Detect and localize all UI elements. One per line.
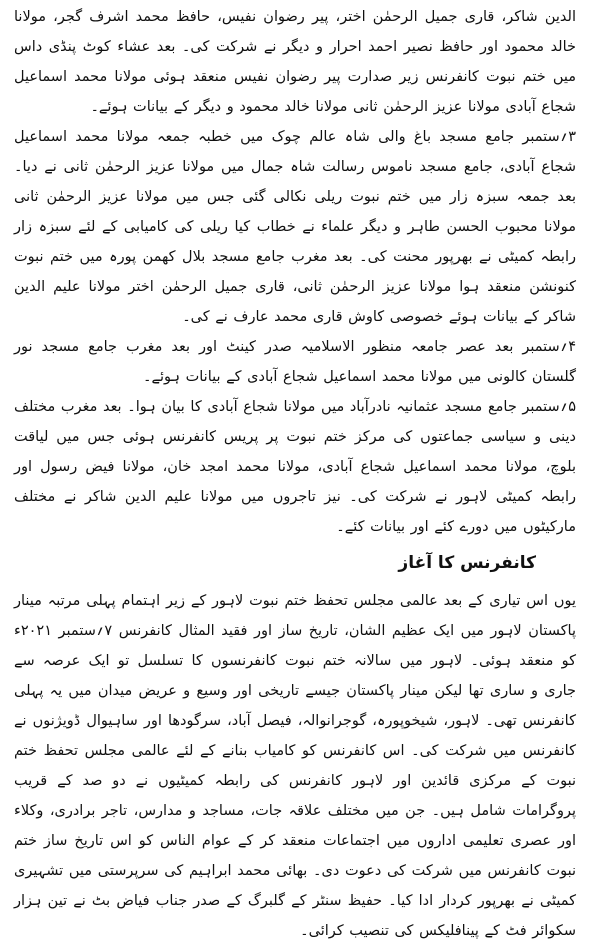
paragraph-2: ۳؍ستمبر جامع مسجد باغ والی شاہ عالم چوک میں خطبہ جمعہ مولانا محمد اسماعیل شجاع آبادی، جامع مسجد ناموس رسالت شاہ جمال میں مولانا عزیز الرحمٰن ثانی نے دیا۔ بعد جمعہ سبزہ زار میں ختم نبوت ریلی نکالی گئی جس میں مولانا عزیز الرحمٰن ثانی مولانا محبوب الحسن طاہر و دیگر علماء نے خطاب کیا ریلی کی کامیابی کے لئے سبزہ زار رابطہ کمیٹی نے بھرپور محنت کی۔ بعد مغرب جامع مسجد بلال کھمن پورہ میں ختم نبوت کنونشن منعقد ہوا مولانا عزیز الرحمٰن ثانی، قاری جمیل الرحمٰن اختر مولانا علیم الدین شاکر کے بیانات ہوئے خصوصی کاوش قاری محمد عارف نے کی۔ bbox=[14, 129, 576, 325]
paragraph-5: یوں اس تیاری کے بعد عالمی مجلس تحفظ ختم نبوت لاہور کے زیر اہتمام پہلی مرتبہ مینار پاکستان لاہور میں ایک عظیم الشان، تاریخ ساز اور فقید المثال کانفرنس ۷؍ستمبر ۲۰۲۱ء کو منعقد ہوئی۔ لاہور میں سالانہ ختم نبوت کانفرنسوں کا تسلسل تو ایک عرصہ سے جاری و ساری تھا لیکن مینار پاکستان جیسے تاریخی اور وسیع و عریض میدان میں یہ پہلی کانفرنس تھی۔ لاہور، شیخوپورہ، گوجرانوالہ، فیصل آباد، سرگودھا اور ساہیوال ڈویژنوں نے کانفرنس میں شرکت کی۔ اس کانفرنس کو کامیاب بنانے کے لئے عالمی مجلس تحفظ ختم نبوت کے مرکزی قائدین اور لاہور کانفرنس کی رابطہ کمیٹیوں نے دو صد کے قریب پروگرامات شامل ہیں۔ جن میں مختلف علاقہ جات، مساجد و مدارس، تاجر برادری، وکلاء اور عصری تعلیمی اداروں میں اجتماعات منعقد کر کے عوام الناس کو اس تاریخ ساز ختم نبوت کانفرنس میں شرکت کی دعوت دی۔ بھائی محمد ابراہیم کی سرپرستی میں تشہیری کمیٹی نے بھرپور کردار ادا کیا۔ حفیظ سنٹر کے گلبرگ کے صدر جناب فیاض بٹ نے تین ہزار سکوائر فٹ کے پینافلیکس کی تنصیب کرائی۔ bbox=[14, 593, 576, 939]
paragraph-1: الدین شاکر، قاری جمیل الرحمٰن اختر، پیر رضوان نفیس، حافظ محمد اشرف گجر، مولانا خالد محمود اور حافظ نصیر احمد احرار و دیگر نے شرکت کی۔ بعد عشاء کوٹ پنڈی داس میں ختم نبوت کانفرنس زیر صدارت پیر رضوان نفیس منعقد ہوئی مولانا محمد اسماعیل شجاع آبادی مولانا عزیز الرحمٰن ثانی مولانا خالد محمود و دیگر کے بیانات ہوئے۔ bbox=[14, 9, 576, 115]
paragraph-4: ۵؍ستمبر جامع مسجد عثمانیہ نادرآباد میں مولانا شجاع آبادی کا بیان ہوا۔ بعد مغرب مختلف دینی و سیاسی جماعتوں کی مرکز ختم نبوت پر پریس کانفرنس ہوئی جس میں لیاقت بلوچ، مولانا محمد اسماعیل شجاع آبادی، مولانا محمد امجد خان، مولانا فیض رسول اور رابطہ کمیٹی لاہور نے شرکت کی۔ نیز تاجروں میں مولانا علیم الدین شاکر نے مختلف مارکیٹوں میں دورے کئے اور بیانات کئے۔ bbox=[14, 399, 576, 535]
section-heading: کانفرنس کا آغاز bbox=[398, 553, 536, 573]
paragraph-3: ۴؍ستمبر بعد عصر جامعہ منظور الاسلامیہ صدر کینٹ اور بعد مغرب جامع مسجد نور گلستان کالونی میں مولانا محمد اسماعیل شجاع آبادی کے بیانات ہوئے۔ bbox=[14, 339, 576, 385]
